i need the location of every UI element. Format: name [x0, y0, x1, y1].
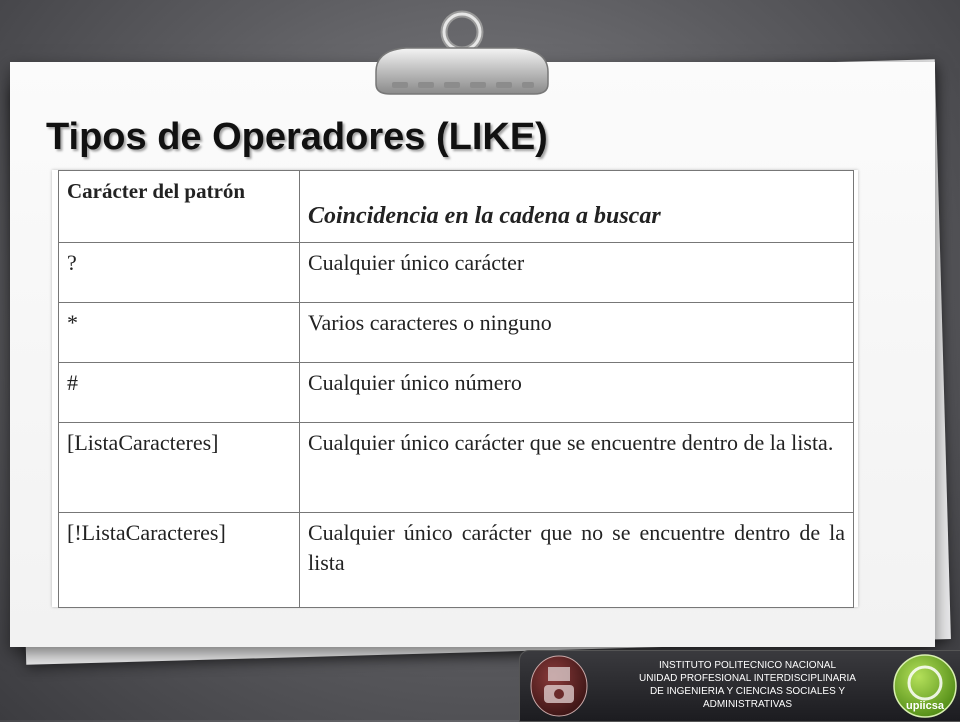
institution-line: UNIDAD PROFESIONAL INTERDISCIPLINARIA [639, 673, 856, 684]
description-cell: Cualquier único carácter que se encuentre dentro de la lista. [300, 423, 854, 513]
paper-clip-icon [366, 10, 556, 100]
upiicsa-logo-text: upiicsa [906, 700, 944, 712]
table-row [59, 513, 854, 608]
institution-footer [519, 650, 960, 722]
description-cell: Cualquier único número [300, 363, 854, 423]
institution-line: INSTITUTO POLITECNICO NACIONAL [658, 660, 837, 671]
like-operators-table [58, 170, 854, 608]
table-header-row [59, 171, 854, 243]
description-cell: Cualquier único carácter que no se encuentre dentro de la lista [300, 513, 854, 608]
pattern-cell: * [59, 303, 300, 363]
ipn-logo-icon [528, 655, 590, 717]
table-row [59, 303, 854, 363]
header-match-description: Coincidencia en la cadena a buscar [300, 171, 854, 243]
pattern-cell: ? [59, 243, 300, 303]
table-row [59, 243, 854, 303]
description-cell: Cualquier único carácter [300, 243, 854, 303]
pattern-cell: # [59, 363, 300, 423]
institution-name [620, 659, 875, 711]
pattern-cell: [ListaCaracteres] [59, 423, 300, 513]
upiicsa-logo-icon [892, 653, 958, 719]
description-cell: Varios caracteres o ninguno [300, 303, 854, 363]
like-operators-table-container [52, 170, 858, 607]
institution-line: DE INGENIERIA Y CIENCIAS SOCIALES Y [649, 686, 846, 697]
institution-line: ADMINISTRATIVAS [702, 699, 793, 710]
slide-title: Tipos de Operadores (LIKE) [46, 116, 548, 158]
pattern-cell: [!ListaCaracteres] [59, 513, 300, 608]
header-pattern-character: Carácter del patrón [59, 171, 300, 243]
table-row [59, 423, 854, 513]
table-row [59, 363, 854, 423]
